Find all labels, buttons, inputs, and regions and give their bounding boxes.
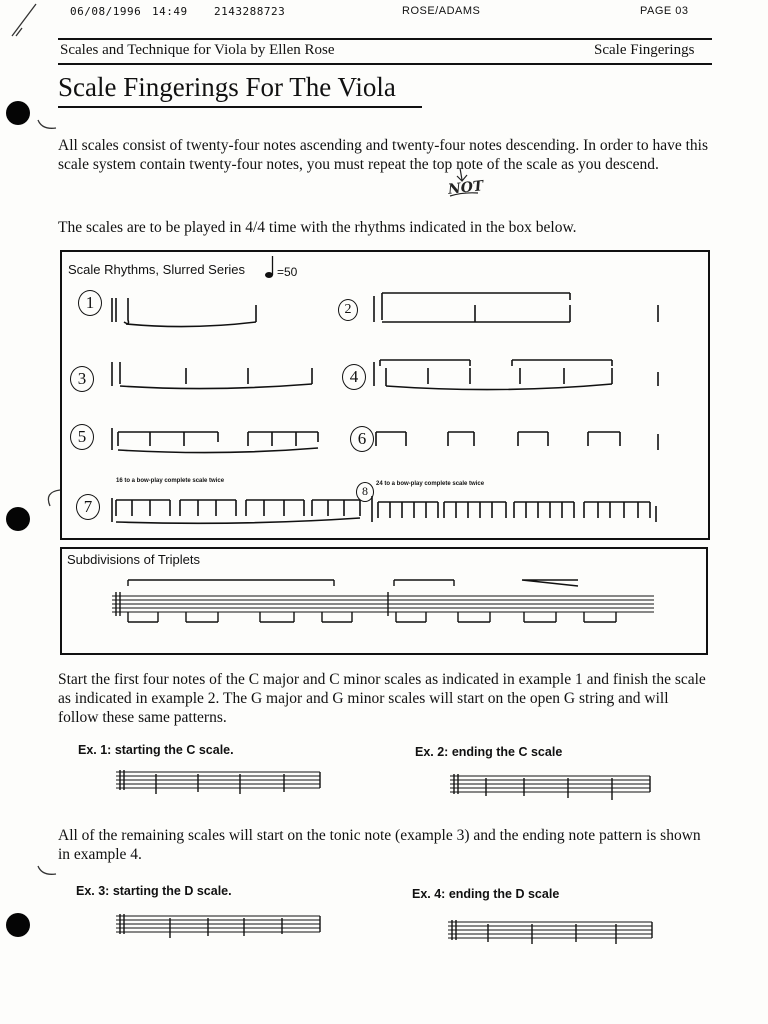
- example-1-staff: [116, 764, 326, 804]
- example-2-label: Ex. 2: ending the C scale: [415, 745, 563, 759]
- rhythm-marker-2: 2: [338, 299, 358, 321]
- fax-date: 06/08/1996: [70, 5, 142, 18]
- rhythm-intro: The scales are to be played in 4/4 time with the rhythms indicated in the box below.: [58, 219, 577, 236]
- example-4-label: Ex. 4: ending the D scale: [412, 887, 560, 901]
- example-2-staff: [450, 768, 660, 808]
- punch-hole-top: [6, 101, 30, 125]
- rhythm-marker-7: 7: [76, 494, 100, 520]
- intro-paragraph: All scales consist of twenty-four notes ascending and twenty-four notes descending. In order to have this scale system contain twenty-four notes, you must repeat the top note of the scale as you descend.: [58, 137, 708, 173]
- margin-bracket-mark-2: [36, 864, 58, 878]
- rhythm-marker-6: 6: [350, 426, 374, 452]
- rhythm-notation: [60, 250, 706, 536]
- book-title: Scales and Technique for Viola by Ellen Rose: [60, 42, 335, 58]
- fax-time: 14:49: [152, 5, 188, 18]
- triplets-label: Subdivisions of Triplets: [67, 552, 200, 567]
- header-bottom-rule: [58, 63, 712, 65]
- fax-name: ROSE/ADAMS: [402, 5, 481, 17]
- punch-hole-bottom: [6, 913, 30, 937]
- rhythm-marker-1: 1: [78, 290, 102, 316]
- rhythm-marker-8: 8: [356, 482, 374, 502]
- handwritten-arrow: [448, 166, 488, 196]
- title-underline: [58, 106, 422, 108]
- margin-pen-mark: [10, 0, 40, 40]
- fax-number: 2143288723: [214, 5, 286, 18]
- example-3-staff: [116, 908, 326, 948]
- handwritten-not: NOT: [447, 178, 485, 198]
- rhythm-marker-4: 4: [342, 364, 366, 390]
- triplets-notation: [104, 576, 684, 646]
- scale-rhythms-label: Scale Rhythms, Slurred Series: [68, 262, 246, 277]
- section-title: Scale Fingerings: [594, 42, 695, 58]
- header-top-rule: [58, 38, 712, 40]
- example-3-label: Ex. 3: starting the D scale.: [76, 884, 232, 898]
- example-4-staff: [448, 914, 658, 954]
- rhythm-marker-3: 3: [70, 366, 94, 392]
- instructions-paragraph: Start the first four notes of the C major and C minor scales as indicated in example 1 and finish the scale as indicated in example 2. The G major and G minor scales will start on the open G string and will follow these same patterns.: [58, 671, 706, 726]
- margin-bracket-mark-3: [40, 488, 64, 508]
- page-title: Scale Fingerings For The Viola: [58, 72, 396, 102]
- rhythm-marker-5: 5: [70, 424, 94, 450]
- example-1-label: Ex. 1: starting the C scale.: [78, 743, 234, 757]
- rhythm-note-8: 24 to a bow-play complete scale twice: [376, 481, 485, 487]
- punch-hole-middle: [6, 507, 30, 531]
- remaining-paragraph: All of the remaining scales will start on the tonic note (example 3) and the ending note pattern is shown in example 4.: [58, 827, 701, 863]
- tempo-value: =50: [277, 265, 298, 279]
- margin-bracket-mark: [36, 118, 58, 132]
- rhythm-note-7: 16 to a bow-play complete scale twice: [116, 478, 225, 484]
- fax-page: PAGE 03: [640, 5, 689, 17]
